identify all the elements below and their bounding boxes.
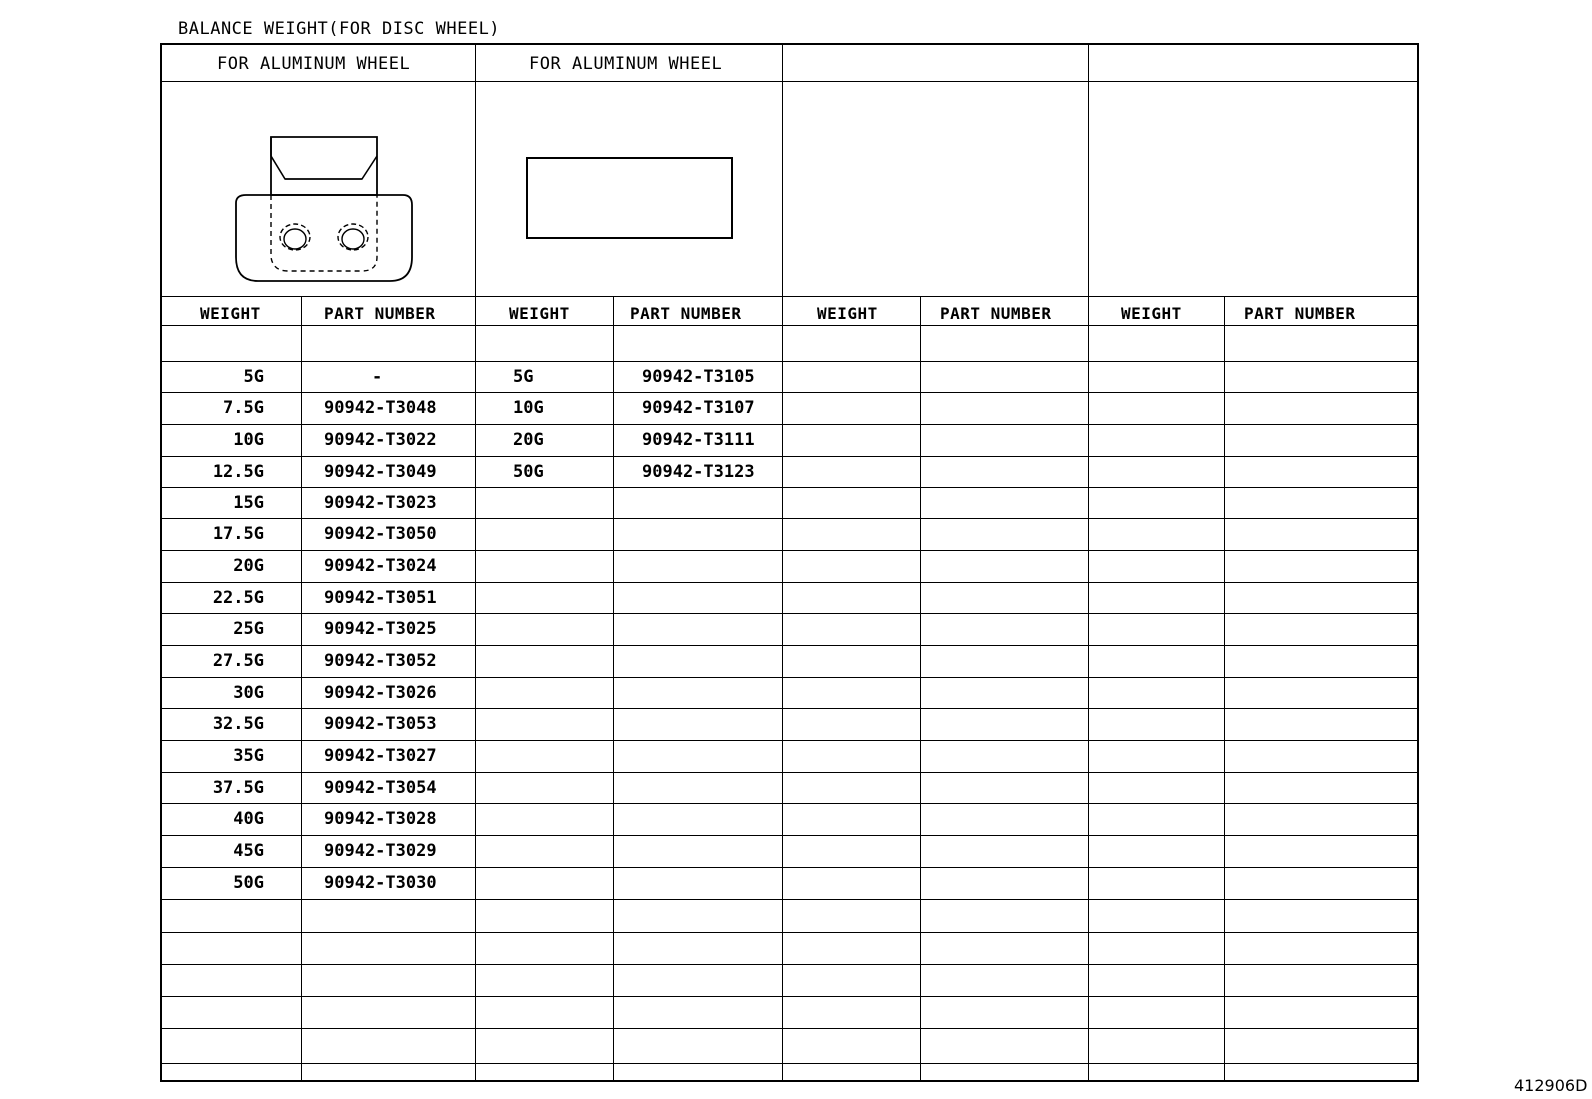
weight-cell: 35G <box>233 746 264 766</box>
part-number-cell: 90942-T3028 <box>324 809 437 829</box>
group-2-weight-header: WEIGHT <box>509 304 570 323</box>
part-number-cell: - <box>372 367 383 387</box>
grid-line <box>162 867 1417 868</box>
grid-line <box>162 361 1417 362</box>
drawing-code: 412906D <box>1514 1076 1588 1095</box>
clip-on-balance-weight-icon <box>232 131 417 291</box>
weight-cell: 15G <box>233 493 264 513</box>
part-number-cell: 90942-T3111 <box>642 430 755 450</box>
part-number-cell: 90942-T3123 <box>642 462 755 482</box>
grid-line <box>162 325 1417 326</box>
grid-line <box>162 81 1417 82</box>
part-number-cell: 90942-T3022 <box>324 430 437 450</box>
group-3-part-header: PART NUMBER <box>940 304 1052 323</box>
part-number-cell: 90942-T3025 <box>324 619 437 639</box>
grid-line <box>920 296 921 1080</box>
weight-cell: 22.5G <box>212 588 264 608</box>
weight-cell: 5G <box>513 367 534 387</box>
weight-cell: 20G <box>233 556 264 576</box>
weight-cell: 32.5G <box>212 714 264 734</box>
group-1-heading: FOR ALUMINUM WHEEL <box>217 54 411 74</box>
group-4-part-header: PART NUMBER <box>1244 304 1356 323</box>
part-number-cell: 90942-T3053 <box>324 714 437 734</box>
grid-line <box>782 45 783 1080</box>
weight-cell: 50G <box>233 873 264 893</box>
part-number-cell: 90942-T3105 <box>642 367 755 387</box>
grid-line <box>162 487 1417 488</box>
weight-cell: 45G <box>233 841 264 861</box>
grid-line <box>162 1063 1417 1064</box>
grid-line <box>162 456 1417 457</box>
group-2-part-header: PART NUMBER <box>630 304 742 323</box>
grid-line <box>162 899 1417 900</box>
part-number-cell: 90942-T3027 <box>324 746 437 766</box>
weight-cell: 5G <box>243 367 264 387</box>
weight-cell: 27.5G <box>212 651 264 671</box>
grid-line <box>301 296 302 1080</box>
weight-cell: 17.5G <box>212 524 264 544</box>
grid-line <box>162 613 1417 614</box>
weight-cell: 20G <box>513 430 544 450</box>
group-1-weight-header: WEIGHT <box>200 304 261 323</box>
grid-line <box>162 835 1417 836</box>
grid-line <box>162 518 1417 519</box>
part-number-cell: 90942-T3029 <box>324 841 437 861</box>
part-number-cell: 90942-T3048 <box>324 398 437 418</box>
grid-line <box>162 645 1417 646</box>
balance-weight-table <box>160 43 1419 1082</box>
grid-line <box>162 424 1417 425</box>
weight-cell: 40G <box>233 809 264 829</box>
grid-line <box>162 392 1417 393</box>
part-number-cell: 90942-T3052 <box>324 651 437 671</box>
grid-line <box>162 582 1417 583</box>
group-1-part-header: PART NUMBER <box>324 304 436 323</box>
part-number-cell: 90942-T3049 <box>324 462 437 482</box>
weight-cell: 10G <box>233 430 264 450</box>
part-number-cell: 90942-T3023 <box>324 493 437 513</box>
grid-line <box>162 932 1417 933</box>
grid-line <box>1088 45 1089 1080</box>
weight-cell: 12.5G <box>212 462 264 482</box>
part-number-cell: 90942-T3107 <box>642 398 755 418</box>
part-number-cell: 90942-T3030 <box>324 873 437 893</box>
grid-line <box>162 550 1417 551</box>
group-4-weight-header: WEIGHT <box>1121 304 1182 323</box>
weight-cell: 10G <box>513 398 544 418</box>
grid-line <box>162 296 1417 297</box>
grid-line <box>162 708 1417 709</box>
adhesive-balance-weight-icon <box>526 157 734 239</box>
part-number-cell: 90942-T3050 <box>324 524 437 544</box>
grid-line <box>1224 296 1225 1080</box>
part-number-cell: 90942-T3054 <box>324 778 437 798</box>
weight-cell: 30G <box>233 683 264 703</box>
grid-line <box>475 45 476 1080</box>
grid-line <box>162 677 1417 678</box>
grid-line <box>162 803 1417 804</box>
grid-line <box>162 1028 1417 1029</box>
grid-line <box>613 296 614 1080</box>
group-3-weight-header: WEIGHT <box>817 304 878 323</box>
part-number-cell: 90942-T3051 <box>324 588 437 608</box>
weight-cell: 7.5G <box>223 398 264 418</box>
grid-line <box>162 964 1417 965</box>
grid-line <box>162 740 1417 741</box>
grid-line <box>162 772 1417 773</box>
group-2-heading: FOR ALUMINUM WHEEL <box>529 54 723 74</box>
weight-cell: 25G <box>233 619 264 639</box>
part-number-cell: 90942-T3026 <box>324 683 437 703</box>
chart-title: BALANCE WEIGHT(FOR DISC WHEEL) <box>178 19 501 39</box>
grid-line <box>162 996 1417 997</box>
weight-cell: 37.5G <box>212 778 264 798</box>
weight-cell: 50G <box>513 462 544 482</box>
part-number-cell: 90942-T3024 <box>324 556 437 576</box>
